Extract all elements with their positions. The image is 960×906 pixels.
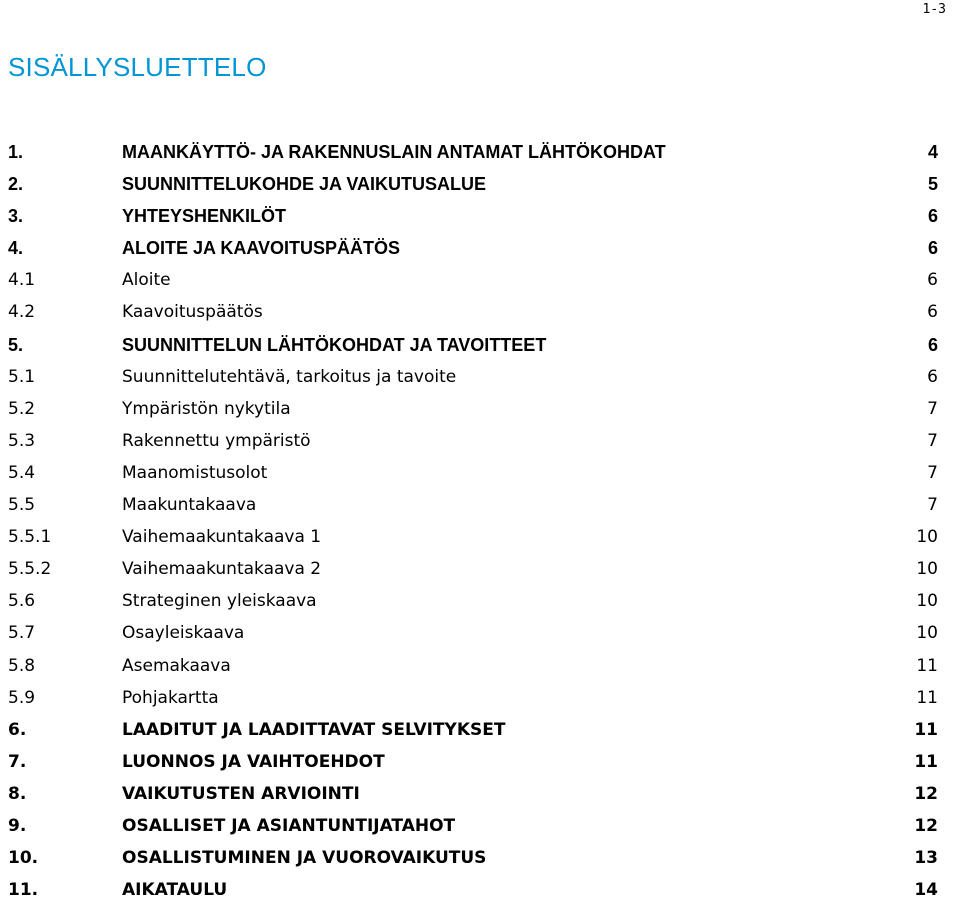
toc-entry-number: 5.1: [8, 366, 36, 387]
toc-entry[interactable]: [8, 842, 938, 874]
toc-entry-label: YHTEYSHENKILÖT: [122, 206, 287, 227]
toc-entry-number: 10.: [8, 848, 39, 869]
toc-entry-page: 6: [927, 238, 938, 259]
toc-entry-number: 5.5: [8, 495, 36, 516]
toc-entry-page: 10: [916, 527, 938, 548]
toc-entry[interactable]: [8, 585, 938, 617]
toc-entry-label: Strateginen yleiskaava: [122, 591, 317, 612]
toc-entry-number: 5.: [8, 334, 24, 355]
toc-entry[interactable]: [8, 136, 938, 168]
toc-entry-page: 6: [927, 302, 938, 323]
page-title: SISÄLLYSLUETTELO: [8, 52, 267, 82]
toc-entry-number: 4.1: [8, 270, 36, 291]
toc-entry[interactable]: [8, 489, 938, 521]
toc-entry-number: 5.4: [8, 462, 36, 483]
toc-entry[interactable]: [8, 778, 938, 810]
toc-entry-page: 10: [916, 591, 938, 612]
toc-entry[interactable]: [8, 874, 938, 906]
toc-entry-page: 12: [914, 815, 938, 836]
toc-entry-number: 5.5.2: [8, 559, 52, 580]
toc-entry[interactable]: [8, 329, 938, 361]
toc-entry-label: LUONNOS JA VAIHTOEHDOT: [122, 751, 385, 772]
toc-entry-number: 5.9: [8, 687, 36, 708]
toc-entry-number: 5.6: [8, 591, 36, 612]
toc-entry-label: Maanomistusolot: [122, 462, 268, 483]
toc-entry[interactable]: [8, 521, 938, 553]
toc-entry-label: LAADITUT JA LAADITTAVAT SELVITYKSET: [122, 719, 506, 740]
toc-entry-page: 7: [927, 398, 938, 419]
toc-entry[interactable]: [8, 232, 938, 264]
toc-entry-label: SUUNNITTELUKOHDE JA VAIKUTUSALUE: [122, 174, 487, 195]
toc-entry-label: ALOITE JA KAAVOITUSPÄÄTÖS: [122, 238, 401, 259]
toc-entry-page: 10: [916, 559, 938, 580]
toc-entry-number: 5.2: [8, 398, 36, 419]
toc-entry-page: 11: [916, 687, 938, 708]
toc-entry-label: Asemakaava: [122, 655, 231, 676]
toc-entry-label: AIKATAULU: [122, 880, 228, 901]
toc-entry-number: 7.: [8, 751, 27, 772]
toc-entry[interactable]: [8, 746, 938, 778]
toc-entry-page: 6: [927, 206, 938, 227]
toc-entry-page: 4: [927, 142, 938, 162]
toc-entry[interactable]: [8, 393, 938, 425]
toc-entry-label: Vaihemaakuntakaava 2: [122, 559, 322, 580]
toc-entry[interactable]: [8, 264, 938, 296]
toc-entry-page: 7: [927, 462, 938, 483]
toc-entry-number: 5.3: [8, 430, 36, 451]
toc-entry-number: 8.: [8, 783, 27, 804]
toc-entry-label: Pohjakartta: [122, 687, 219, 708]
toc-entry-number: 4.: [8, 238, 24, 259]
toc-entry[interactable]: [8, 200, 938, 232]
toc-entry-label: Suunnittelutehtävä, tarkoitus ja tavoite: [122, 366, 457, 387]
toc-entry-label: OSALLISET JA ASIANTUNTIJATAHOT: [122, 815, 456, 836]
toc-entry-label: MAANKÄYTTÖ- JA RAKENNUSLAIN ANTAMAT LÄHTÖKOHDAT: [122, 142, 666, 162]
toc-entry-page: 7: [927, 495, 938, 516]
toc-entry-label: Aloite: [122, 270, 171, 291]
toc-entry-label: Vaihemaakuntakaava 1: [122, 527, 322, 548]
toc-entry-label: Osayleiskaava: [122, 623, 245, 644]
toc-entry-page: 12: [914, 783, 938, 804]
toc-entry-label: Ympäristön nykytila: [122, 398, 291, 419]
toc-entry-label: VAIKUTUSTEN ARVIOINTI: [122, 783, 360, 804]
toc-entry-label: Maakuntakaava: [122, 495, 257, 516]
toc-entry-page: 11: [914, 719, 938, 740]
toc-entry-number: 1.: [8, 142, 24, 162]
toc-entry-page: 5: [927, 174, 938, 195]
toc-entry-number: 5.5.1: [8, 527, 52, 548]
toc-entry[interactable]: [8, 296, 938, 328]
toc-entry-page: 11: [914, 751, 938, 772]
toc-entry-number: 4.2: [8, 302, 36, 323]
toc-entry-page: 6: [927, 270, 938, 291]
toc-entry[interactable]: [8, 457, 938, 489]
toc-entry-label: OSALLISTUMINEN JA VUOROVAIKUTUS: [122, 848, 487, 869]
toc-entry[interactable]: [8, 168, 938, 200]
toc-entry[interactable]: [8, 650, 938, 682]
toc-entry-number: 5.8: [8, 655, 36, 676]
toc-entry-number: 9.: [8, 815, 27, 836]
toc-entry-page: 7: [927, 430, 938, 451]
toc-entry[interactable]: [8, 617, 938, 649]
toc-entry-page: 6: [927, 334, 938, 355]
toc-entry-number: 3.: [8, 206, 24, 227]
toc-entry-page: 14: [914, 880, 938, 901]
toc-entry[interactable]: [8, 425, 938, 457]
toc-entry[interactable]: [8, 714, 938, 746]
toc-entry-number: 5.7: [8, 623, 36, 644]
toc-entry[interactable]: [8, 682, 938, 714]
toc-entry-page: 6: [927, 366, 938, 387]
toc-entry-label: SUUNNITTELUN LÄHTÖKOHDAT JA TAVOITTEET: [122, 334, 547, 355]
toc-entry-page: 13: [914, 848, 938, 869]
toc-entry-number: 11.: [8, 880, 39, 901]
toc-entry-label: Rakennettu ympäristö: [122, 430, 311, 451]
toc-entry-label: Kaavoituspäätös: [122, 302, 263, 323]
toc-entry-number: 2.: [8, 174, 24, 195]
toc-entry[interactable]: [8, 810, 938, 842]
toc-entry-page: 11: [916, 655, 938, 676]
page-number: 1-3: [922, 2, 946, 17]
toc-entry-page: 10: [916, 623, 938, 644]
toc-entry[interactable]: [8, 361, 938, 393]
toc-entry-number: 6.: [8, 719, 27, 740]
toc-entry[interactable]: [8, 553, 938, 585]
toc-list: [8, 136, 938, 906]
